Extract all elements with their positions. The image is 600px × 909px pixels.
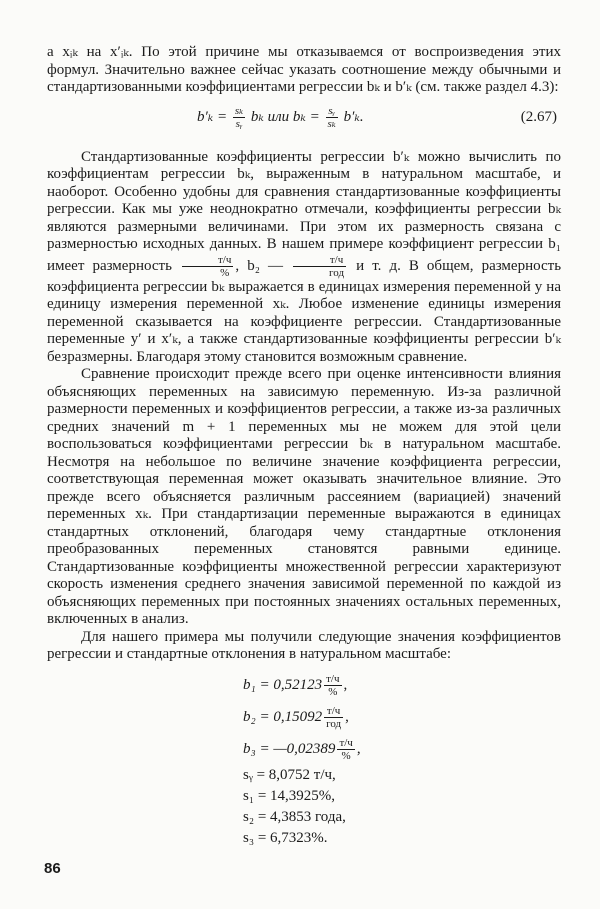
paragraph-2-part-2: и т. д. В общем, размерность коэффициента регрессии bₖ выражается в единицах измерения переменной y на единицу измерения переменной xₖ. Любое изменение единицы измерения переменной сказывается на коэффициенте регрессии. Стандартизованные переменные y′ и x′ₖ, а также стандартизованные коэффициенты регрессии b′ₖ безразмерны. Благодаря этому становится возможным сравнение. — [47, 257, 562, 365]
paragraph-3: Сравнение происходит прежде всего при оценке интенсивности влияния объясняющих переменных на зависимую переменную. Из-за различной размерности переменных и коэффициентов регрессии, а также из-за различных средних значений m + 1 переменных мы не можем для этой цели воспользоваться коэффициентами регрессии bₖ в натуральном масштабе. Несмотря на небольшое по величине значение коэффициента регрессии, соответствующая переменная может оказывать значительное влияние. Это прежде всего объясняется различным рассеянием (вариацией) значений переменных xₖ. При стандартизации переменные выражаются в единицах стандартных отклонений, благодаря чему стандартные отклонения преобразованных переменных становятся равными единице. Стандартизованные коэффициенты множественной регрессии характеризуют скорость изменения среднего значения зависимой переменной по каждой из объясняющих переменных при постоянных значениях остальных переменных, включенных в анализ. — [47, 366, 561, 627]
unit2-den: год — [329, 266, 345, 279]
b2-unit-den: год — [326, 718, 342, 730]
value-s1: s₁ = 14,3925%, — [243, 788, 336, 805]
value-sy: sᵧ = 8,0752 т/ч, — [243, 767, 336, 784]
unit2-num: т/ч — [293, 254, 346, 267]
b1-unit-den: % — [328, 686, 338, 698]
b1-unit-num: т/ч — [326, 673, 340, 685]
page-number: 86 — [44, 860, 61, 877]
unit-fraction-b1 — [182, 254, 233, 279]
b3-label: b₃ = —0,02389 — [243, 740, 336, 757]
eq-fraction-1 — [233, 105, 245, 130]
b2-unit — [324, 705, 343, 730]
eq-fraction-2 — [326, 105, 338, 130]
equation-2-67 — [47, 99, 561, 145]
eq-frac2-num: sᵧ — [326, 105, 338, 118]
b3-tail: , — [356, 740, 361, 757]
unit-fraction-b2 — [293, 254, 346, 279]
value-b2 — [243, 702, 561, 734]
eq-frac2-den: sₖ — [327, 117, 336, 130]
b3-unit-den: % — [341, 750, 351, 762]
paragraph-2 — [47, 149, 561, 367]
b2-tail: , — [345, 708, 349, 725]
b1-tail: , — [343, 676, 348, 693]
paragraph-4: Для нашего примера мы получили следующие значения коэффициентов регрессии и стандартные отклонения в натуральном масштабе: — [47, 628, 561, 662]
b2-unit-num: т/ч — [324, 705, 343, 718]
coefficient-values — [47, 670, 561, 850]
eq-rhs: b′ₖ. — [343, 108, 364, 125]
b3-unit — [337, 737, 354, 762]
paragraph-2-mid: , b₂ — — [235, 257, 283, 274]
value-s3: s₃ = 6,7323%. — [243, 830, 328, 847]
value-b3 — [243, 734, 561, 766]
value-s2: s₂ = 4,3853 года, — [243, 809, 346, 826]
b2-label: b₂ = 0,15092 — [243, 708, 323, 725]
paragraph-1: a xᵢₖ на x′ᵢₖ. По этой причине мы отказываемся от воспроизведения этих формул. Значительно важнее сейчас указать соотношение между обычными и стандартизованными коэффициентами регрессии bₖ и b′ₖ (см. также раздел 4.3): — [47, 44, 561, 95]
paragraph-2-part-1: Стандартизованные коэффициенты регрессии b′ₖ можно вычислить по коэффициентам регрессии bₖ, выраженным в натуральном масштабе, и наоборот. Особенно удобны для сравнения стандартизованные коэффициенты регрессии. Как мы уже неоднократно отмечали, коэффициенты регрессии bₖ являются размерными величинами. При этом их размерность связана с размерностью исходных данных. В нашем примере коэффициент регрессии b₁ имеет размерность — [47, 148, 561, 274]
unit1-num: т/ч — [182, 254, 233, 267]
page-text — [47, 44, 561, 850]
value-b1 — [243, 670, 561, 702]
unit1-den: % — [220, 266, 230, 279]
b1-label: b₁ = 0,52123 — [243, 676, 323, 693]
eq-frac1-num: sₖ — [234, 104, 244, 117]
b1-unit — [324, 673, 341, 698]
eq-mid: bₖ или bₖ = — [250, 108, 320, 125]
eq-frac1-den: sᵧ — [235, 117, 243, 130]
b3-unit-num: т/ч — [339, 737, 353, 749]
equation-number: (2.67) — [520, 108, 557, 125]
equation-body — [197, 105, 364, 130]
eq-lhs: b′ₖ = — [197, 108, 228, 125]
